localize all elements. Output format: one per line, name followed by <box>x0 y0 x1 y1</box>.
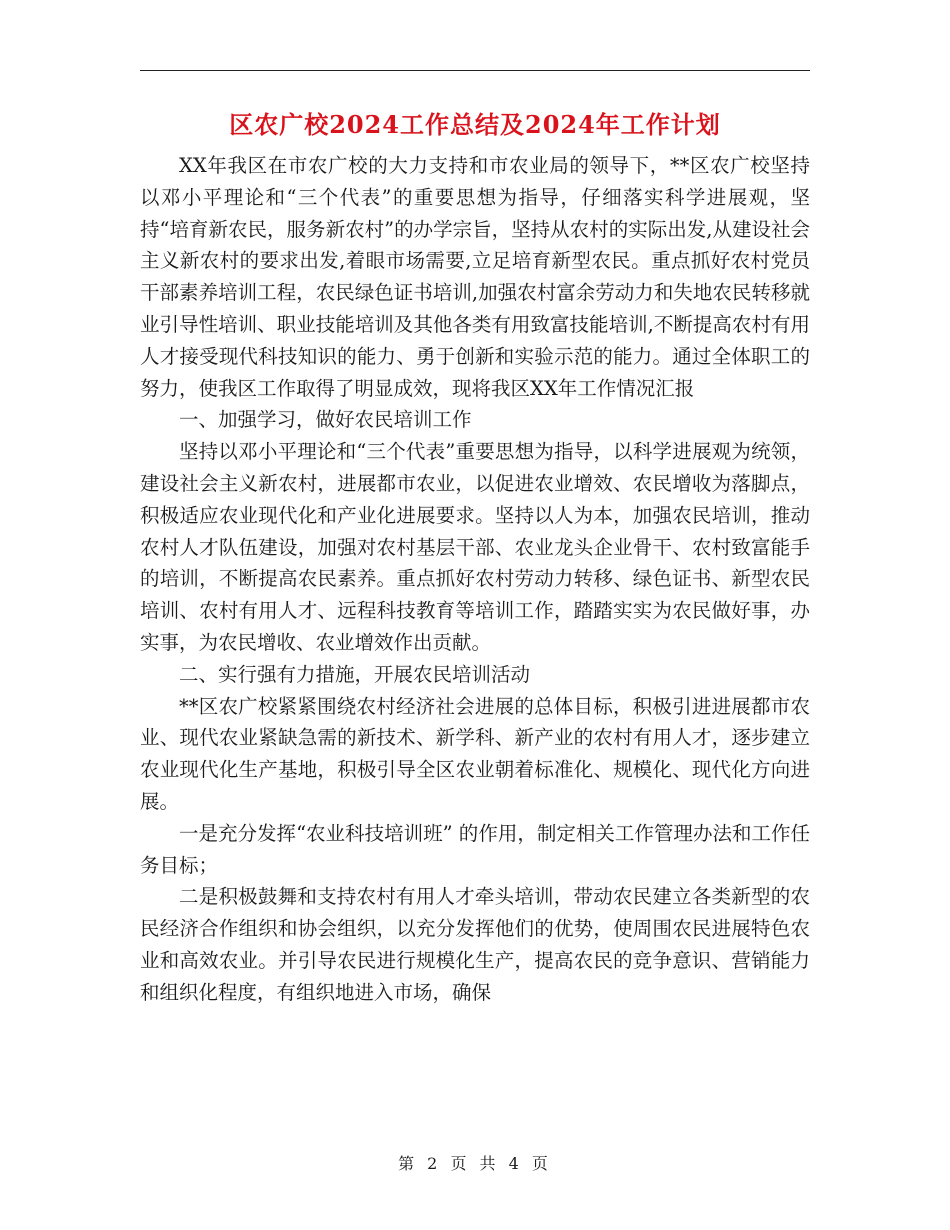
paragraph-section-1: 坚持以邓小平理论和“三个代表”重要思想为指导，以科学进展观为统领，建设社会主义新农村，进展都市农业，以促进农业增效、农民增收为落脚点，积极适应农业现代化和产业化进展要求。坚持以人为本，加强农民培训，推动农村人才队伍建设，加强对农村基层干部、农业龙头企业骨干、农村致富能手的培训，不断提高农民素养。重点抓好农村劳动力转移、绿色证书、新型农民培训、农村有用人才、远程科技教育等培训工作，踏踏实实为农民做好事，办实事，为农民增收、农业增效作出贡献。 <box>140 440 810 654</box>
document-body <box>140 150 810 1009</box>
section-heading-2: 二、实行强有力措施，开展农民培训活动 <box>179 662 531 686</box>
paragraph-intro: XX年我区在市农广校的大力支持和市农业局的领导下，**区农广校坚持以邓小平理论和“三个代表”的重要思想为指导，仔细落实科学进展观，坚持“培育新农民，服务新农村”的办学宗旨，坚持从农村的实际出发,从建设社会主义新农村的要求出发,着眼市场需要,立足培育新型农民。重点抓好农村党员干部素养培训工程，农民绿色证书培训,加强农村富余劳动力和失地农民转移就业引导性培训、职业技能培训及其他各类有用致富技能培训,不断提高农村有用人才接受现代科技知识的能力、勇于创新和实验示范的能力。通过全体职工的努力，使我区工作取得了明显成效，现将我区XX年工作情况汇报 <box>140 154 810 400</box>
paragraph-section-2: **区农广校紧紧围绕农村经济社会进展的总体目标，积极引进进展都市农业、现代农业紧缺急需的新技术、新学科、新产业的农村有用人才，逐步建立农业现代化生产基地，积极引导全区农业朝着标准化、规模化、现代化方向进展。 <box>140 694 810 813</box>
paragraph-point-1: 一是充分发挥“农业科技培训班” 的作用，制定相关工作管理办法和工作任务目标； <box>140 821 810 877</box>
header-rule <box>140 70 810 71</box>
page-number-footer: 第 2 页 共 4 页 <box>398 1154 552 1173</box>
document-title: 区农广校2024工作总结及2024年工作计划 <box>229 110 721 139</box>
paragraph-point-2: 二是积极鼓舞和支持农村有用人才牵头培训，带动农民建立各类新型的农民经济合作组织和协会组织，以充分发挥他们的优势，使周围农民进展特色农业和高效农业。并引导农民进行规模化生产，提高农民的竞争意识、营销能力和组织化程度，有组织地进入市场，确保 <box>140 885 810 1004</box>
section-heading-1: 一、加强学习，做好农民培训工作 <box>179 408 472 432</box>
